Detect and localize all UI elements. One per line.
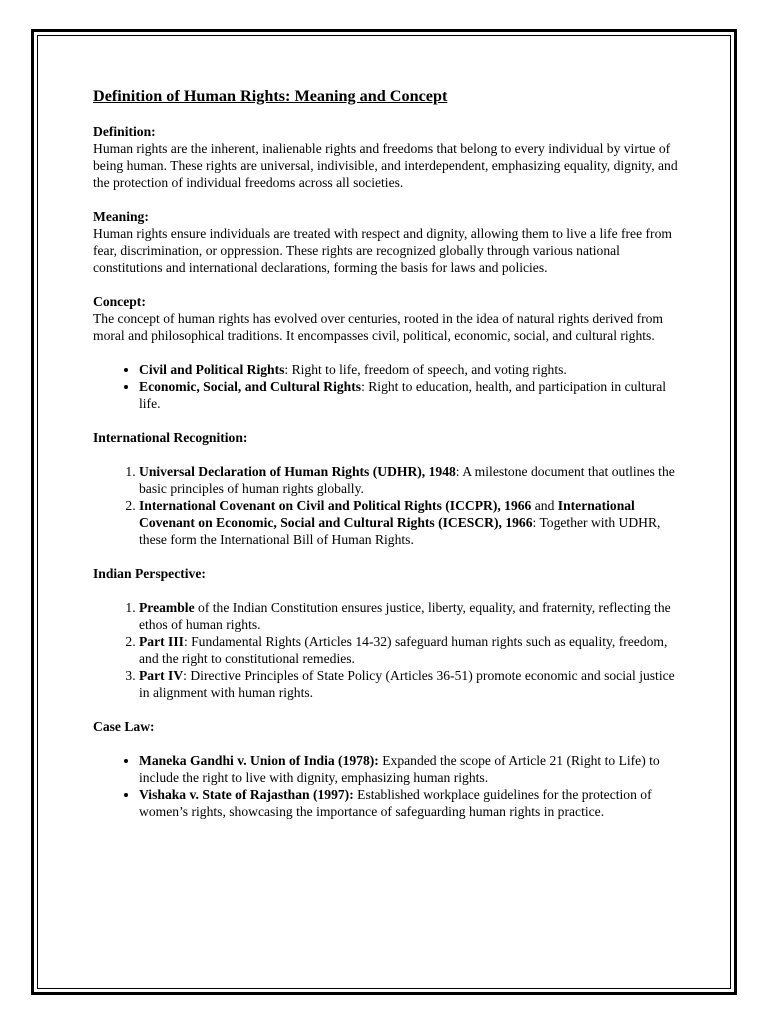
list-item-bold: Civil and Political Rights — [139, 362, 285, 377]
list-item-text: : Right to life, freedom of speech, and voting rights. — [284, 362, 567, 377]
caselaw-heading: Case Law: — [93, 719, 155, 734]
list-item — [139, 633, 683, 667]
list-item — [139, 667, 683, 701]
definition-heading: Definition: — [93, 124, 156, 139]
list-item-bold: Preamble — [139, 600, 195, 615]
concept-text: The concept of human rights has evolved over centuries, rooted in the idea of natural rights derived from moral and philosophical traditions. It encompasses civil, political, economic, social, and cultural rights. — [93, 311, 663, 343]
document-body — [93, 86, 683, 837]
list-item-text: Expanded the scope of Article 21 (Right to Life) to include the right to live with dignity, emphasizing human rights. — [139, 753, 660, 785]
indian-heading: Indian Perspective: — [93, 566, 206, 581]
list-item-text: : Right to education, health, and participation in cultural life. — [139, 379, 667, 411]
list-item — [139, 786, 683, 820]
list-item-text: : Fundamental Rights (Articles 14-32) safeguard human rights such as equality, freedom, and the right to constitutional remedies. — [139, 634, 668, 666]
list-item-bold: Vishaka v. State of Rajasthan (1997): — [139, 787, 354, 802]
international-list — [93, 463, 683, 548]
document-title: Definition of Human Rights: Meaning and Concept — [93, 87, 448, 105]
list-item-text: and — [531, 498, 558, 513]
definition-text: Human rights are the inherent, inalienable rights and freedoms that belong to every individual by virtue of being human. These rights are universal, indivisible, and interdependent, emphasizing equality, dignity, and the protection of individual freedoms across all societies. — [93, 141, 678, 190]
list-item-bold: Maneka Gandhi v. Union of India (1978): — [139, 753, 379, 768]
list-item-bold: Economic, Social, and Cultural Rights — [139, 379, 362, 394]
list-item-text: : Together with UDHR, these form the International Bill of Human Rights. — [139, 515, 661, 547]
international-heading: International Recognition: — [93, 430, 248, 445]
concept-rights-list — [93, 361, 683, 412]
list-item-bold: Universal Declaration of Human Rights (UDHR), 1948 — [139, 464, 456, 479]
indian-list — [93, 599, 683, 701]
list-item-text: : Directive Principles of State Policy (Articles 36-51) promote economic and social justice in alignment with human rights. — [139, 668, 675, 700]
list-item-text: : A milestone document that outlines the basic principles of human rights globally. — [139, 464, 675, 496]
list-item-bold: Part III — [139, 634, 184, 649]
list-item-text: of the Indian Constitution ensures justice, liberty, equality, and fraternity, reflecting the ethos of human rights. — [139, 600, 671, 632]
list-item — [139, 752, 683, 786]
list-item-bold: Part IV — [139, 668, 184, 683]
list-item — [139, 463, 683, 497]
caselaw-list — [93, 752, 683, 820]
meaning-text: Human rights ensure individuals are treated with respect and dignity, allowing them to live a life free from fear, discrimination, or oppression. These rights are recognized globally through various national constitutions and international declarations, forming the basis for laws and policies. — [93, 226, 672, 275]
list-item-bold: International Covenant on Economic, Social and Cultural Rights (ICESCR), 1966 — [139, 498, 635, 530]
list-item — [139, 599, 683, 633]
meaning-heading: Meaning: — [93, 209, 149, 224]
list-item — [139, 378, 683, 412]
list-item — [139, 361, 683, 378]
list-item — [139, 497, 683, 548]
list-item-text: Established workplace guidelines for the protection of women’s rights, showcasing the importance of safeguarding human rights in practice. — [139, 787, 652, 819]
list-item-bold: International Covenant on Civil and Political Rights (ICCPR), 1966 — [139, 498, 532, 513]
concept-heading: Concept: — [93, 294, 146, 309]
